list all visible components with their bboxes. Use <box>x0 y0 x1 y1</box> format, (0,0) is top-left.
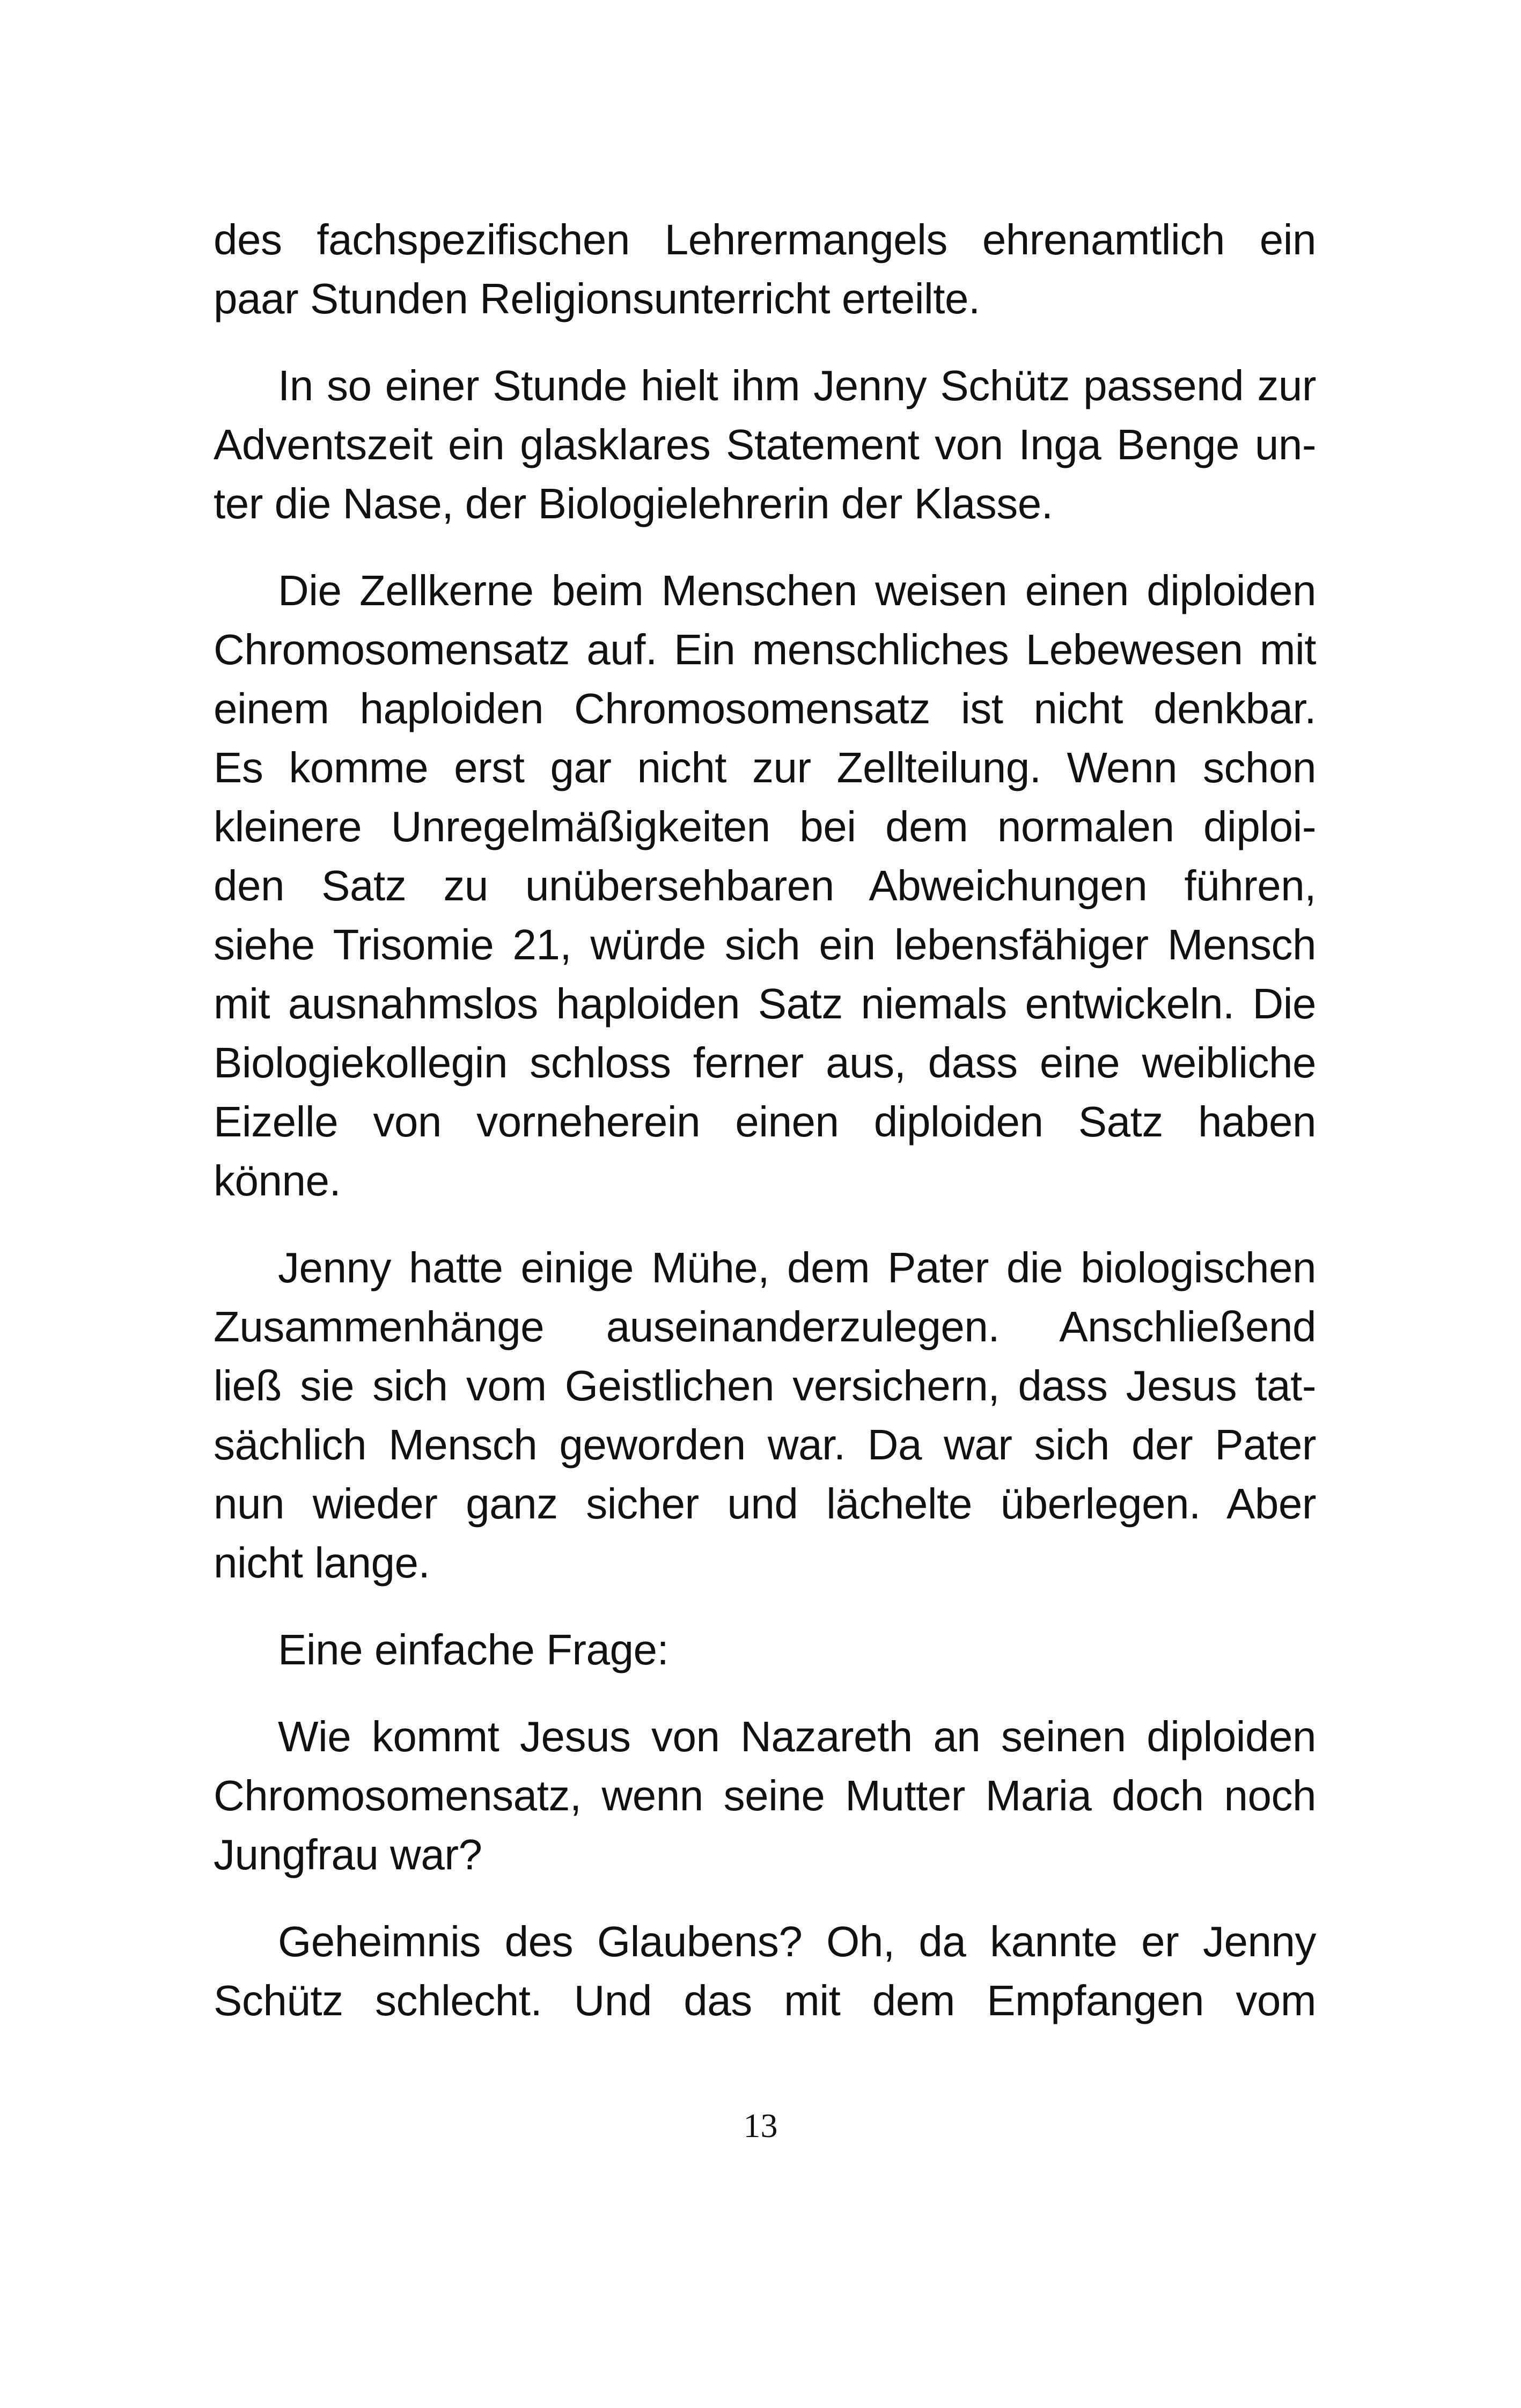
text-line: mit ausnahmslos haploiden Satz niemals entwickeln. Die <box>214 980 1316 1027</box>
paragraph <box>214 561 1316 1210</box>
paragraph <box>214 1620 1316 1679</box>
text-line: könne. <box>214 1157 341 1205</box>
text-line: Jenny hatte einige Mühe, dem Pater die biologischen <box>278 1244 1316 1291</box>
text-line: einem haploiden Chromosomensatz ist nicht denkbar. <box>214 685 1316 732</box>
paragraph <box>214 1238 1316 1592</box>
text-line: paar Stunden Religionsunterricht erteilte. <box>214 275 980 322</box>
text-line: Zusammenhänge auseinanderzulegen. Anschließend <box>214 1303 1316 1350</box>
text-line: ter die Nase, der Biologielehrerin der Klasse. <box>214 480 1053 527</box>
text-line: nicht lange. <box>214 1539 430 1587</box>
text-line: Schütz schlecht. Und das mit dem Empfangen vom <box>214 1977 1316 2024</box>
text-line: Geheimnis des Glaubens? Oh, da kannte er Jenny <box>278 1918 1316 1965</box>
text-line: den Satz zu unübersehbaren Abweichungen führen, <box>214 862 1316 909</box>
text-line: sächlich Mensch geworden war. Da war sich der Pater <box>214 1421 1316 1469</box>
paragraph <box>214 1912 1316 2030</box>
text-line: des fachspezifischen Lehrermangels ehrenamtlich ein <box>214 216 1316 263</box>
page-number: 13 <box>743 2106 778 2145</box>
paragraph <box>214 1707 1316 1884</box>
paragraph <box>214 356 1316 533</box>
text-line: Eizelle von vorneherein einen diploiden Satz haben <box>214 1098 1316 1146</box>
text-line: In so einer Stunde hielt ihm Jenny Schütz passend zur <box>278 362 1316 409</box>
body-text <box>214 210 1316 2030</box>
text-line: Eine einfache Frage: <box>278 1626 669 1673</box>
text-line: siehe Trisomie 21, würde sich ein lebensfähiger Mensch <box>214 921 1316 968</box>
text-line: Chromosomensatz, wenn seine Mutter Maria doch noch <box>214 1772 1316 1819</box>
text-line: Wie kommt Jesus von Nazareth an seinen diploiden <box>278 1713 1316 1760</box>
text-line: Adventszeit ein glasklares Statement von Inga Benge un- <box>214 421 1316 468</box>
text-line: Es komme erst gar nicht zur Zellteilung. Wenn schon <box>214 744 1316 791</box>
paragraph <box>214 210 1316 328</box>
text-line: Jungfrau war? <box>214 1831 482 1878</box>
text-line: kleinere Unregelmäßigkeiten bei dem normalen diploi- <box>214 803 1316 850</box>
text-line: nun wieder ganz sicher und lächelte überlegen. Aber <box>214 1480 1316 1528</box>
text-line: Die Zellkerne beim Menschen weisen einen diploiden <box>278 567 1316 614</box>
text-line: Chromosomensatz auf. Ein menschliches Lebewesen mit <box>214 626 1316 673</box>
text-line: Biologiekollegin schloss ferner aus, dass eine weibliche <box>214 1039 1316 1086</box>
text-line: ließ sie sich vom Geistlichen versichern, dass Jesus tat- <box>214 1362 1316 1409</box>
